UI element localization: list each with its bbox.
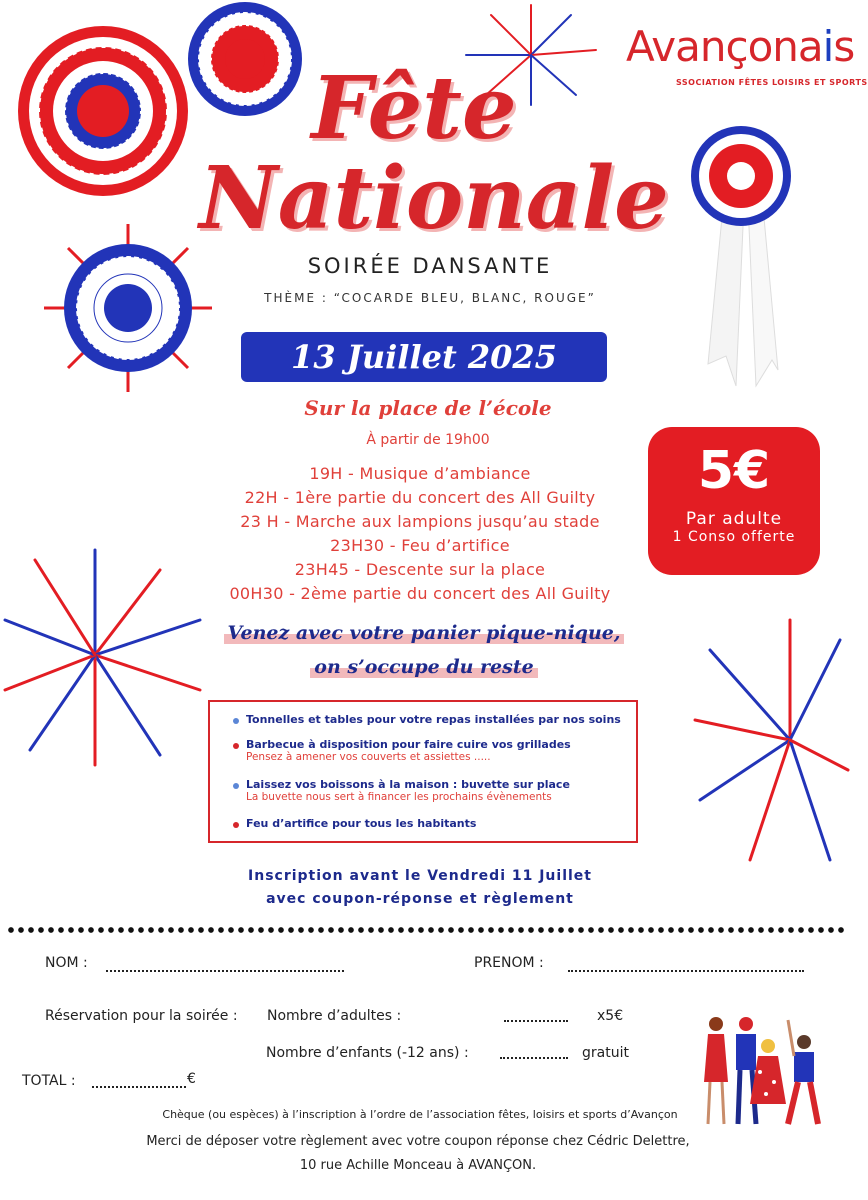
event-subtitle: SOIRÉE DANSANTE — [307, 254, 553, 278]
bullet-icon — [233, 743, 239, 749]
event-theme: THÈME : “COCARDE BLEU, BLANC, ROUGE” — [264, 291, 596, 305]
nom-field[interactable] — [106, 968, 344, 972]
event-date: 13 Juillet 2025 — [241, 332, 607, 382]
slogan-text-1: Venez avec votre panier pique-nique, — [224, 622, 625, 644]
info-box — [208, 700, 638, 843]
bullet-icon — [233, 783, 239, 789]
deposit-address: 10 rue Achille Monceau à AVANÇON. — [299, 1158, 537, 1173]
adults-price: x5€ — [597, 1008, 624, 1024]
bullet-icon — [233, 822, 239, 828]
program-item: 23H45 - Descente sur la place — [294, 560, 546, 579]
info-main: Feu d’artifice pour tous les habitants — [246, 817, 477, 830]
info-main: Barbecue à disposition pour faire cuire vos grillades — [246, 738, 571, 751]
prenom-label: PRENOM : — [474, 955, 544, 971]
total-label: TOTAL : — [22, 1073, 76, 1089]
event-location: Sur la place de l’école — [304, 396, 552, 420]
cut-line — [6, 924, 846, 936]
program-item: 00H30 - 2ème partie du concert des All Guilty — [229, 584, 611, 603]
rosette-blue-left — [44, 224, 212, 392]
title-line1: Fête — [311, 58, 517, 159]
program-item: 19H - Musique d’ambiance — [309, 464, 531, 483]
firework-left — [0, 540, 210, 770]
logo-text-s: s — [833, 22, 855, 71]
slogan-line2 — [0, 656, 848, 678]
registration-deadline: Inscription avant le Vendredi 11 Juillet — [248, 868, 592, 884]
title-line2: Nationale — [199, 148, 669, 249]
info-item — [246, 738, 571, 763]
firework-right — [690, 610, 848, 870]
logo-subtitle: SSOCIATION FÊTES LOISIRS ET SPORTS — [676, 78, 868, 87]
prenom-field[interactable] — [568, 968, 804, 972]
payment-info: Chèque (ou espèces) à l’inscription à l’ordre de l’association fêtes, loisirs et sports d’Avançon — [162, 1108, 678, 1121]
logo-text: Avançona — [626, 22, 823, 71]
logo-text-i: i — [822, 22, 834, 71]
info-item — [246, 778, 570, 803]
info-sub: La buvette nous sert à financer les prochains évènements — [246, 791, 552, 803]
children-field[interactable] — [500, 1055, 568, 1059]
info-main: Laissez vos boissons à la maison : buvette sur place — [246, 778, 570, 791]
total-unit: € — [187, 1071, 196, 1087]
info-item — [246, 713, 621, 726]
price-per-adult: Par adulte — [685, 509, 783, 529]
adults-label: Nombre d’adultes : — [267, 1008, 402, 1024]
info-main: Tonnelles et tables pour votre repas installées par nos soins — [246, 713, 621, 726]
info-item — [246, 817, 476, 830]
children-price: gratuit — [582, 1045, 629, 1061]
start-time: À partir de 19h00 — [366, 432, 490, 448]
nom-label: NOM : — [45, 955, 88, 971]
slogan-line1 — [0, 622, 848, 644]
deposit-info: Merci de déposer votre règlement avec votre coupon réponse chez Cédric Delettre, — [146, 1134, 690, 1149]
reservation-label: Réservation pour la soirée : — [45, 1008, 238, 1024]
total-field[interactable] — [92, 1084, 186, 1088]
program-item: 23 H - Marche aux lampions jusqu’au stade — [240, 512, 600, 531]
registration-requirement: avec coupon-réponse et règlement — [266, 891, 574, 907]
children-label: Nombre d’enfants (-12 ans) : — [266, 1045, 469, 1061]
program-item: 23H30 - Feu d’artifice — [330, 536, 510, 555]
price-drink-offer: 1 Conso offerte — [672, 529, 796, 545]
price-amount: 5€ — [697, 441, 771, 501]
info-sub: Pensez à amener vos couverts et assiettes ..... — [246, 751, 491, 763]
bullet-icon — [233, 718, 239, 724]
program-item: 22H - 1ère partie du concert des All Guilty — [244, 488, 596, 507]
adults-field[interactable] — [504, 1018, 568, 1022]
price-badge — [648, 427, 820, 575]
slogan-text-2: on s’occupe du reste — [310, 656, 537, 678]
